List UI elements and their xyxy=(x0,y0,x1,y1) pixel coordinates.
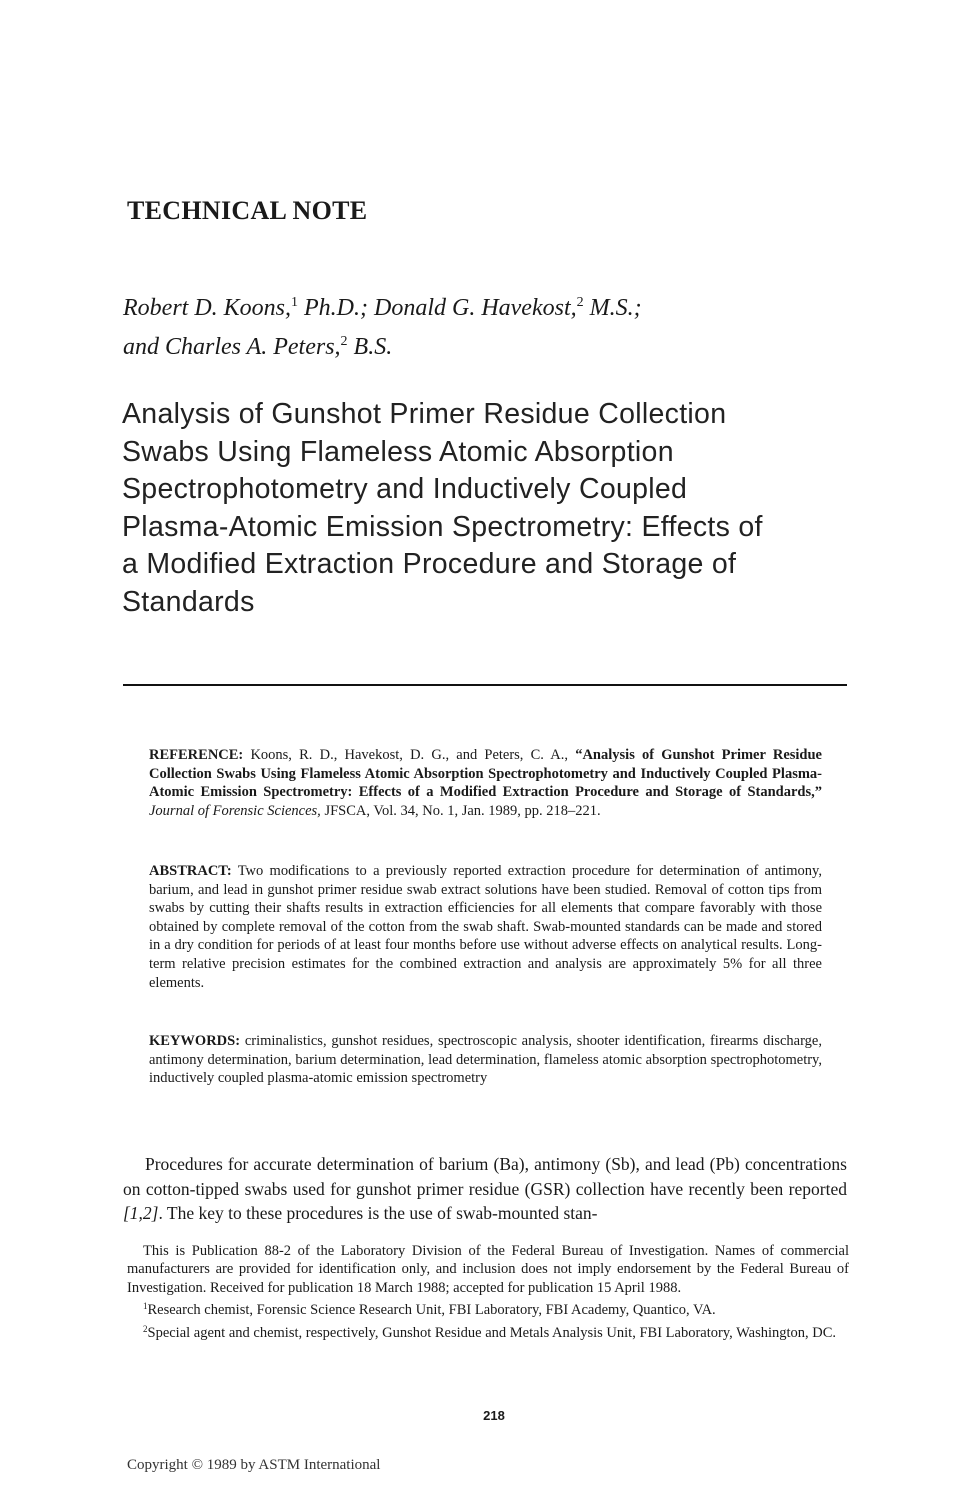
reference-label: REFERENCE: xyxy=(149,747,244,763)
paper-title xyxy=(122,396,862,621)
abstract-text: Two modifications to a previously reported extraction procedure for determination of antimony, barium, and lead in gunshot primer residue swab extract solutions have been studied. Removal of cotton tips from swabs by cutting their shafts results in extraction efficiencies for all elements that compare favorably with those obtained by complete removal of the cotton from the swab shaft. Swab-mounted standards can be made and stored in a dry condition for periods of at least four months before use without adverse effects on analytical results. Long-term relative precision estimates for the combined extraction and analysis are approximately 5% for all three elements. xyxy=(149,863,822,991)
copyright-notice: Copyright © 1989 by ASTM International xyxy=(127,1457,381,1473)
title-line: Spectrophotometry and Inductively Coupled xyxy=(122,473,688,505)
affiliation-mark: 2 xyxy=(340,334,348,349)
title-divider xyxy=(123,684,847,686)
section-label: TECHNICAL NOTE xyxy=(127,196,368,225)
author-line-2 xyxy=(123,325,642,364)
footnote-mark: 2 xyxy=(143,1323,148,1334)
body-text: . The key to these procedures is the use of swab-mounted stan- xyxy=(158,1203,598,1223)
keywords-block xyxy=(149,1032,822,1088)
reference-authors: Koons, R. D., Havekost, D. G., and Peters, C. A., xyxy=(243,747,576,763)
reference-citation: JFSCA, Vol. 34, No. 1, Jan. 1989, pp. 218–221. xyxy=(320,802,601,819)
footnotes xyxy=(127,1242,849,1342)
abstract-block xyxy=(149,862,822,992)
title-line: Plasma-Atomic Emission Spectrometry: Effects of xyxy=(122,510,763,543)
footnote-text: Research chemist, Forensic Science Research Unit, FBI Laboratory, FBI Academy, Quantico, VA. xyxy=(147,1302,716,1319)
keywords-text: criminalistics, gunshot residues, spectroscopic analysis, shooter identification, firearms discharge, antimony determination, barium determination, lead determination, flameless atomic absorption spectrophotometry, inductively coupled plasma-atomic emission spectrometry xyxy=(149,1033,822,1087)
footnote-text: Special agent and chemist, respectively, Gunshot Residue and Metals Analysis Unit, FBI Laboratory, Washington, DC. xyxy=(147,1324,837,1341)
title-line: Swabs Using Flameless Atomic Absorption xyxy=(122,435,674,468)
author-list xyxy=(123,286,642,364)
author-degree: M.S.; xyxy=(583,295,642,321)
author-name: Donald G. Havekost, xyxy=(373,295,577,321)
publication-note: This is Publication 88-2 of the Laboratory Division of the Federal Bureau of Investigation. Names of commercial manufacturers are provided for identification only, and inclusion does not imply endorsement by the Federal Bureau of Investigation. Received for publication 18 March 1988; accepted for publication 15 April 1988. xyxy=(127,1243,849,1296)
reference-title: “Analysis of Gunshot Primer Residue Collection Swabs Using Flameless Atomic Absorption Spectrophotometry and Inductively Coupled Plasma-Atomic Emission Spectrometry: Effects of a Modified Extraction Procedure and Storage of Standards,” xyxy=(149,747,822,801)
footnote-mark: 1 xyxy=(143,1301,148,1312)
title-line: a Modified Extraction Procedure and Storage of xyxy=(122,548,737,580)
keywords-label: KEYWORDS: xyxy=(149,1033,241,1049)
affiliation-mark: 2 xyxy=(576,295,584,310)
citation-reference: [1,2] xyxy=(123,1203,159,1223)
abstract-label: ABSTRACT: xyxy=(149,863,232,879)
reference-journal: Journal of Forensic Sciences, xyxy=(149,802,321,819)
author-line-1 xyxy=(123,286,642,325)
footnote-1 xyxy=(127,1297,849,1319)
body-paragraph xyxy=(123,1152,847,1226)
author-degree: Ph.D.; xyxy=(298,295,374,321)
footnote-2 xyxy=(127,1320,849,1342)
affiliation-mark: 1 xyxy=(291,295,298,310)
reference-block xyxy=(149,746,822,820)
author-name: and Charles A. Peters, xyxy=(123,334,341,360)
author-name: Robert D. Koons, xyxy=(123,295,291,321)
body-text: Procedures for accurate determination of barium (Ba), antimony (Sb), and lead (Pb) concentrations on cotton-tipped swabs used for gunshot primer residue (GSR) collection have recently been reported xyxy=(123,1154,847,1199)
title-line: Standards xyxy=(122,585,255,618)
page-number: 218 xyxy=(483,1408,505,1423)
title-line: Analysis of Gunshot Primer Residue Collection xyxy=(122,398,727,430)
author-degree: B.S. xyxy=(347,334,393,360)
